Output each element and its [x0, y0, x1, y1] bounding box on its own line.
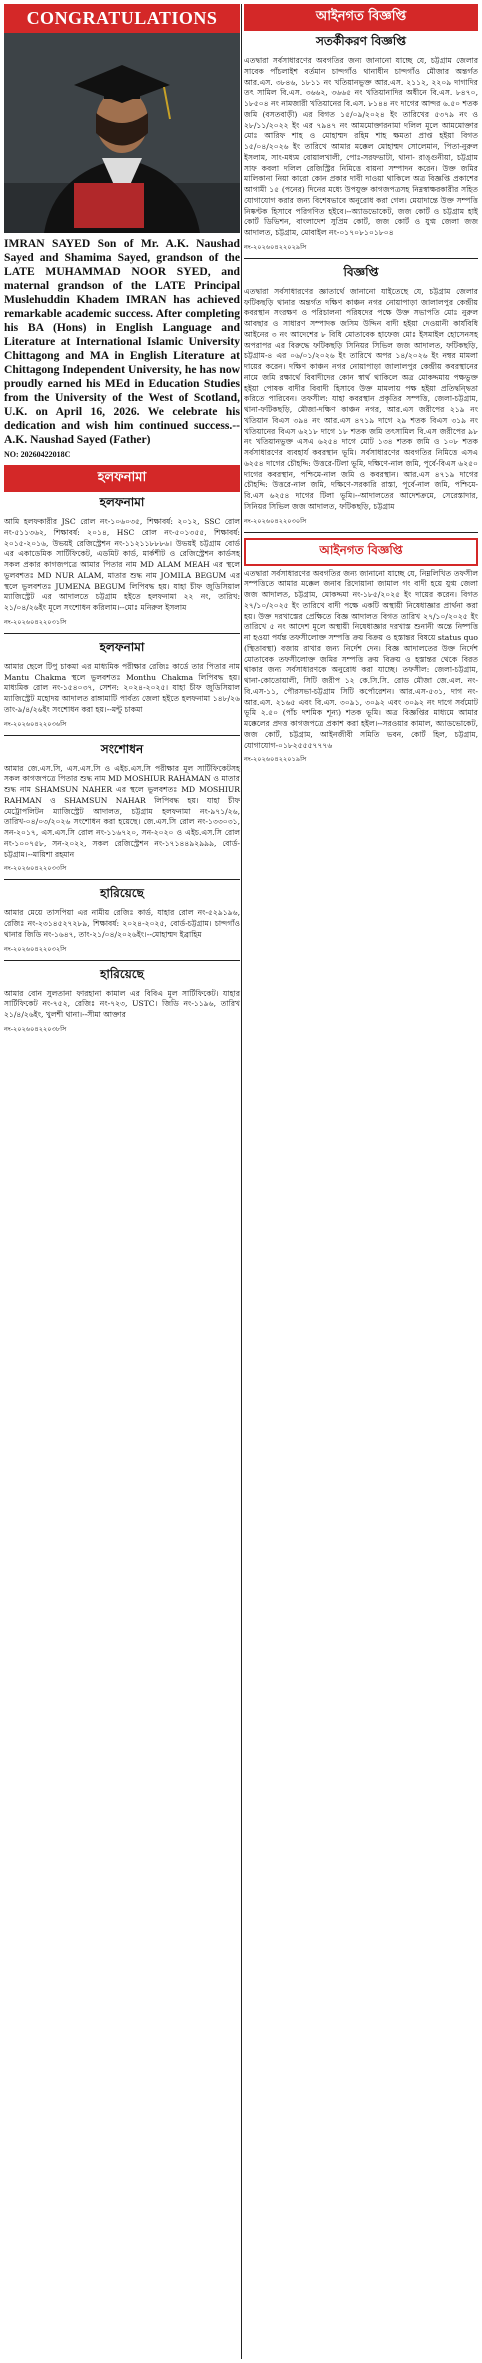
ad-code: নং-২০২৬০৪২২০৩২সি [4, 944, 67, 953]
ad-code: নং-২০২৬০৪২২০১৯সি [244, 755, 307, 764]
ad-code: NO: 20260422018C [4, 450, 71, 459]
right-column [244, 4, 478, 765]
divider [4, 960, 240, 961]
notice-text: আমার ছেলে টিপু চাকমা এর মাধ্যমিক পরীক্ষার রেজিঃ কার্ডে তার পিতার নাম Mantu Chakma স্থলে ভুলবশতঃ Monthu Chakma লিপিবদ্ধ হয়। মাধ্যমিক রোল নং-১৫৪০৩৭, সেশন: ২০২৪-২০২৫। যাহা চীফ জুডিসিয়াল ম্যাজিস্ট্রেট মহোদয় আদালত রাঙ্গামাটি পার্বত্য জেলা হইতে হলফনামা ১৪৮/২৬ তাং-৯/৪/২৬ইং সংশোধন করা হয়।--মন্টু চাকমা [4, 661, 240, 714]
ad-code: নং-২০২৬০৪২২০২৯সি [244, 242, 307, 251]
ad-code: নং-২০২৬০৪২২০৩৩সি [4, 864, 67, 873]
notice-title: হারিয়েছে [100, 966, 144, 981]
notice-title: বিজ্ঞপ্তি [343, 264, 379, 279]
notice-title: হারিয়েছে [100, 886, 144, 901]
graduate-portrait-image [4, 33, 240, 233]
divider [4, 735, 240, 736]
divider [4, 633, 240, 634]
notice-text: আমার জে.এস.সি, এস.এস.সি ও এইচ.এস.সি পরীক্ষার মূল সার্টিফিকেটসহ সকল কাগজপত্রে পিতার শুদ্ধ নাম MD MOSHIUR RAHAMAN ও মাতার শুদ্ধ নাম SHAMSUN NAHER এর স্থলে ভুলবশতঃ MD MOSHIUR RAHMAN ও SHAMSUN NAHAR লিপিবদ্ধ হয়। যাহা চীফ মেট্রোপলিটন ম্যাজিস্ট্রেট আদালত, চট্টগ্রাম হলফনামা নং-৯৭১/২৬, তারিখ-০৪/০৩/২০২৬ সংশোধন করা হয়েছে। জে.এস.সি রোল নং-১৩৩০৩১, সন-২০১৭, এস.এস.সি রোল নং-১১৬৭২০, সন-২০২০ ও এইচ.এস.সি রোল নং-১০০৭৫৮, সন-২০২২, সকল রেজিস্ট্রেশন নং-১৭১৪৪৯২৯৯৯, বোর্ড-চট্টগ্রাম।--মায়িশা রহমান [4, 763, 240, 859]
graduate-photo [4, 33, 240, 233]
congratulations-heading: CONGRATULATIONS [4, 4, 240, 33]
notice-text: এতদ্বারা সর্বসাধারণের অবগতির জন্য জানানো যাচ্ছে যে, নিম্নলিখিত তফসীল সম্পত্তিতে আমার মক্কেল জনাব রিদোয়ানা জামাল গং বাদী হয়ে যুগ্ম জেলা জজ আদালত, চট্টগ্রাম, মোকদ্দমা নং-১৮৫/২০২৫ ইং দায়ের করেন। বিগত ২৭/১০/২০২৫ ইং তারিখে বাদী পক্ষে একটি অস্থায়ী নিষেধাজ্ঞার প্রার্থনা করা হয়। উক্ত দরখাস্তের প্রেক্ষিতে বিজ্ঞ আদালত বিগত তারিখ ২৭/১০/২০২৫ ইং তারিখে ৫ নং আদেশ মূলে অস্থায়ী নিষেধাজ্ঞার দরখাস্ত শুনানী অন্তে নিষ্পত্তি না হওয়া পর্যন্ত তফসীলোক্ত সম্পত্তি ক্রয় বিক্রয় ও হস্তান্তর বিষয়ে status quo (স্থিতাবস্থা) বজায় রাখার জন্য নির্দেশ দেন। বিজ্ঞ আদালতের উক্ত নির্দেশ মোতাবেক তফসীলোক্ত জমির সম্পত্তি ক্রয় বিক্রয় ও হস্তান্তর থেকে বিরত থাকার জন্য সর্বসাধারণকে অনুরোধ করা যাচ্ছে। তফসীল: জেলা-চট্টগ্রাম, থানা-কোতোয়ালী, সিটি জরীপ ১২ কে.সি.সি. রোড মৌজা জে.এল. নং-বি.এস-১১, পৌরসভা-চট্টগ্রাম সিটি কর্পোরেশন। আর.এস-৫৩১, দাগ নং-আর.এস. ২১৬৫ এবং বি.এস. ৩০৯১, ৩০৯২ এবং ৩০৯২ নং দাগে সর্বমোট ভূমি ২.৫০ (পাঁচ দশমিক শূন্য) শতক ভূমি। অত্র বিজ্ঞপ্তির মাধ্যমে আমার মক্কেলের প্রদত্ত কাগজপত্রে প্রকাশ করা হইল।--সরওয়ার কামাল, অ্যাডভোকেট, জজ কোর্ট, চট্টগ্রাম, আইনজীবী সমিতি ভবন, কোর্ট হিল, চট্টগ্রাম, যোগাযোগ-০১৮২৫৫৫৭৭৭৬ [244, 568, 478, 750]
ad-code: নং-২০২৬০৪২২০৩৮সি [4, 1024, 67, 1033]
notice-text: আমি হলফকারীর JSC রোল নং-১০৬০৩৫, শিক্ষাবর্ষ: ২০১২, SSC রোল নং-৫১১৩৬২, শিক্ষাবর্ষ: ২০১৪, HSC রোল নং-৫০১৩৫৫, শিক্ষাবর্ষ: ২০১৫-২০১৬, উভয়ই রেজিস্ট্রেশন নং-১১২১১৮৮৮৬। উভয়ই চট্টগ্রাম বোর্ড এর একাডেমিক সার্টিফিকেট, এডমিট কার্ড, মার্কশীট ও রেজিস্ট্রেশন কার্ডসহ সকল প্রকার কাগজপত্রে আমার পিতার নাম MD ALAM MEAH এর স্থলে ভুলবশতঃ MD NUR ALAM, মাতার শুদ্ধ নাম JOMILA BEGUM এর স্থলে ভুলবশতঃ JUMENA BEGUM লিপিবদ্ধ হয়। যাহা চীফ জুডিসিয়াল ম্যাজিস্ট্রেট এর আদালতে চট্টগ্রাম হইতে হলফনামা ২২ নং, তারিখ: ২১/০৪/২৬ইং মূলে সংশোধন করিলাম।--মোঃ মনিরুল ইসলাম [4, 517, 240, 612]
left-column [4, 4, 240, 1035]
section-header-legal-notice: আইনগত বিজ্ঞপ্তি [244, 4, 478, 31]
notice-text: এতদ্বারা সর্বসাধারণের জ্ঞাতার্থে জানানো যাইতেছে যে, চট্টগ্রাম জেলার ফটিকছড়ি থানার অন্তর্গত দক্ষিণ কাঞ্চন নগর নোয়াপাড়া জালালপুর কেন্দ্রীয় কবরস্থান সংরক্ষণ ও পরিচালনা পরিষদের পক্ষে উক্ত সভাপতি মোঃ নুরুল আবছার ও সাধারণ সম্পাদক জসিম উদ্দিন বাদী হইয়া দেওয়ানী কার্যবিধি আইনের ৩ নং আদেশের ৮ বিধি মোতাবেক হাফেজ মোঃ ইসমাইল হোসেনসহ অপরাপর এর বিরুদ্ধে ফটিকছড়ি সিনিয়র সিভিল জজ আদালত, ফটিকছড়ি, চট্টগ্রাম-৪ এর ০৬/০১/২০২৬ ইং তারিখে অপর ১৪/২০২৬ ইং নম্বর মামলা দায়ের করেন। দক্ষিণ কাঞ্চন নগর নোয়াপাড়া জালালপুর কেন্দ্রীয় কবরস্থানের নামে জমি রক্ষার্থে বিবাদীদের কোন স্বার্থ থাকিলে অত্র মোকদ্দমায় পক্ষভুক্ত হইয়া পোষক বাদীর বিবাদী হিসাবে উক্ত মামলায় পক্ষ হইয়া প্রতিদ্বন্দ্বিতা করিতে পারিবেন। তফসীল: যাহা কবরস্থান প্রকৃতির সম্পত্তি, জেলা-চট্টগ্রাম, থানা-ফটিকছড়ি, মৌজা-দক্ষিণ কাঞ্চন নগর, আর.এস জরীপের ২১৯ নং খতিয়ান বিএস ৩৯৪ নং আর.এস ৪৭১৯ দাগে ২৯ শতক বিএস ৩১৯ নং খতিয়ানের বিএস ৬২১৮ দাগে ১৮ শতক জমি তৎসামিল বি.এস জরীপের ৯৮ নং খতিয়ানভুক্ত এসএ ৬২৫৪ দাগে মোট ১৩৪ শতক জমি ও ১০৮ শতক সর্বসাধারণের ব্যবহার্য কবরস্থান ভূমি। সর্বসাধারণের অবগতির নিমিত্তে এসএ ৬২৫৪ দাগের চৌহদ্দি: উত্তরে-টিলা ভূমি, দক্ষিণে-নাল জমি, পূর্বে-বিএস ৬২৫০ দাগের কবরস্থান, পশ্চিমে-নাল জমি ও কবরস্থান। আর.এস ৪৭১৯ দাগের চৌহদ্দি: উত্তরে-নাল জমি, দক্ষিণে-সরকারি রাস্তা, পূর্বে-নাল জমি, পশ্চিমে-বি.এস ৬২৫৪ দাগের টিলা ভূমি।--আদালতের আদেশক্রমে, সেরেস্তাদার, সিনিয়র সিভিল জজ আদালত, ফটিকছড়ি, চট্টগ্রাম [244, 286, 478, 511]
notice-text: এতদ্বারা সর্বসাধারণের অবগতির জন্য জানানো যাচ্ছে যে, চট্টগ্রাম জেলার সাবেক পাঁচলাইশ বর্তমান চান্দগাঁও থানাধীন চান্দগাঁও মৌজার অন্তর্গত আর.এস. ৩৮৪৬, ১৮১১ নং খতিয়ানভুক্ত আর.এস. ২১১২, ২২০৯ দাগাদির তৎ সামিল বি.এস. ৩৬৬২, ৩৬৬৫ নং খতিয়ানাদির অধীনে বি.এস. ৮৪৭০, ১৮৫০৪ নং নামজারী খতিয়ানের বি.এস. ৮১৪৪ নং দাগের আন্দর ৬.৫০ শতক জমি (বসতবাড়ী) এর বিগত ১৫/০৯/২০২৪ ইং তারিখের ৫৩৭৯ নং ও ২৮/১১/২০২২ ইং এর ৭৯৪৭ নং আমমোক্তারনামা দলিল মূলে আমমোক্তার মোঃ আরিফ শাহ ও মোহাম্মদ রহিম শাহ ক্ষমতা প্রাপ্ত হইয়া বিগত ১৫/০৪/২০২৬ ইং তারিখে আমার মক্কেল মোহাম্মদ সোলেমান, পিতা-নুরুল ইসলাম, সাং-মধ্যম বোয়ালখালী, পোঃ-সরফভাটা, থানা- রাঙ্গুনীয়া, চট্টগ্রাম সাফ কবলা দলিল রেজিস্ট্রির নিমিত্তে বায়না সম্পাদন করেন। উক্ত জমির মালিকানা নিয়া কারো কোন প্রকার দাবী দাওয়া থাকিলে অত্র বিজ্ঞপ্তি প্রকাশের আগামী ১৫ (পনের) দিনের মধ্যে উপযুক্ত কাগজপত্রসহ নিম্নস্বাক্ষরকারীর সহিত যোগাযোগ করার জন্য বিশেষভাবে অনুরোধ করা গেল। মেয়াদান্তে উক্ত সম্পত্তি নিষ্কণ্টক হিসাবে পরিগণিত হইবে।--অ্যাডভোকেট, জজ কোর্ট ও চট্টগ্রাম হাই কোর্ট ডিভিশন, বাংলাদেশ সুপ্রিম কোর্ট, জজ কোর্ট ও যুগ্ম জেলা জজ আদালত, চট্টগ্রাম, মোবাইল নং-০১৭০৮১০১৮০৪ [244, 56, 478, 237]
notice-title: সতর্কীকরণ বিজ্ঞপ্তি [315, 34, 407, 48]
ad-code: নং-২০২৬০৪২২০৩০সি [244, 516, 307, 525]
ad-code: নং-২০২৬০৪২২০৩৬সি [4, 719, 67, 728]
notice-text: আমার বোন সুলতানা ফারহানা কামাল এর বিবিএ মূল সার্টিফিকেট। যাহার সার্টিফিকেট নং-৭৫২, রেজিঃ নং-৭২৩, USTC। জিডি নং-১১৯৬, তারিখ ২১/৪/২৬ইং, খুলশী থানা।--সীমা আক্তার [4, 988, 240, 1019]
column-divider [241, 4, 242, 2359]
notice-title-boxed: আইনগত বিজ্ঞপ্তি [244, 538, 478, 566]
congratulations-text: IMRAN SAYED Son of Mr. A.K. Naushad Sayed and Shamima Sayed, grandson of the LATE MUHAMMAD NOOR SYED, and maternal grandson of the LATE Principal Muslehuddin Khadem IMRAN has achieved remarkable academic success. After completing his BA (Hons) in English Language and Literature at International Islamic University Chittagong and MA in English Literature at Chittagong Independent University, he has now proudly earned his MEd in Education Studies from the University of the West of Scotland, U.K. on April 16, 2026. We celebrate his dedication and wish him continued success.--A.K. Naushad Sayed (Father) [4, 237, 240, 446]
notice-title: হলফনামা [99, 495, 145, 509]
divider [4, 879, 240, 880]
ad-code: নং-২০২৬০৪২২০৩১সি [4, 617, 67, 626]
divider [244, 258, 478, 259]
section-header-affidavit: হলফনামা [4, 465, 240, 492]
notice-title: সংশোধন [100, 741, 144, 756]
notice-text: আমার মেয়ে তাসপিয়া এর নামীয় রেজিঃ কার্ড, যাহার রোল নং-৫২৯১৯৬, রেজিঃ নং-২৩১৪৫২৭২৮৯, শিক্ষাবর্ষ: ২০২৪-২০২৫, বোর্ড-চট্টগ্রাম। চান্দগাঁও থানার জিডি নং-১৬৪৭, তাং-২১/০৪/২০২৬ইং।--মোহাম্মদ ইব্রাহিম [4, 908, 240, 939]
notice-title: হলফনামা [99, 639, 145, 654]
divider [244, 532, 478, 533]
